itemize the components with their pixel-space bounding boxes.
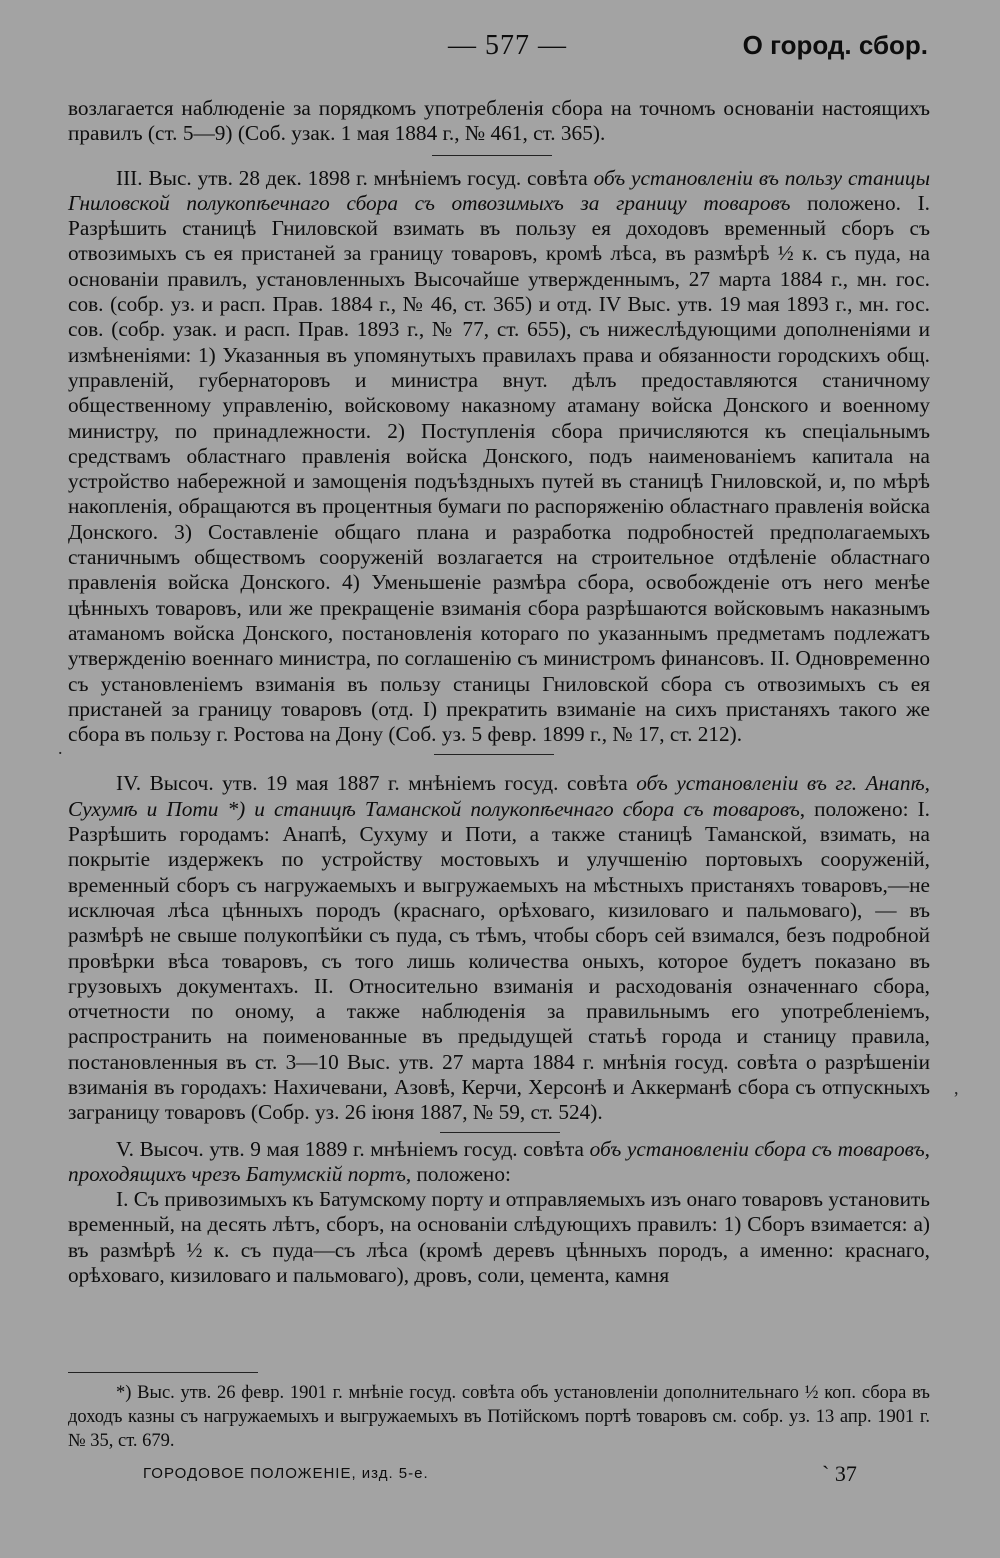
scan-speck: , — [954, 1078, 959, 1098]
section-v-paragraph: I. Съ привозимыхъ къ Батумскому порту и отправляемыхъ изъ онаго товаровъ установить временный, на десять лѣтъ, сборъ, на основаніи слѣдующихъ правилъ: 1) Сборъ взимается: а) въ размѣрѣ ½ к. съ пуда—съ лѣса (кромѣ деревъ цѣнныхъ породъ, а именно: краснаго, орѣховаго, кизиловаго и пальмоваго), дровъ, соли, цемента, камня — [68, 1187, 930, 1288]
section-iii-title: объ установленіи въ пользу станицы Гниловской полукопѣечнаго сбора съ отвозимыхъ за границу товаровъ — [68, 165, 930, 215]
section-iv-title: объ установленіи въ гг. Анапѣ, Сухумѣ и Поти *) и станицѣ Таманской полукопѣечнаго сбора съ товаровъ — [68, 771, 931, 821]
page-footer — [0, 1461, 1000, 1495]
section-iii-body: положено. I. Разрѣшить станицѣ Гниловской взимать въ пользу ея доходовъ временный сборъ съ отвозимыхъ съ ея пристаней за границу товаровъ, кромѣ лѣса, въ размѣрѣ ½ к. съ пуда, на основаніи правилъ, установленныхъ Высочайше утвержденнымъ, 27 марта 1884 г., мн. гос. сов. (собр. уз. и расп. Прав. 1884 г., № 46, ст. 365) и отд. IV Выс. утв. 19 мая 1893 г., мн. гос. сов. (собр. узак. и расп. Прав. 1893 г., № 77, ст. 655), съ нижеслѣдующими дополненіями и измѣненіями: 1) Указанныя въ упомянутыхъ правилахъ права и обязанности городскихъ общ. управленій, губернаторовъ и министра внут. дѣлъ предоставляются станичному общественному управленію, войсковому наказному атаману войска Донского и военному министру, по принадлежности. 2) Поступленія сбора причисляются къ спеціальнымъ средствамъ областнаго правленія войска Донского, подъ наименованіемъ капитала на устройство набережной и замощенія подъѣздныхъ путей въ станицѣ Гниловской, и, по мѣрѣ накопленія, обращаются въ процентныя бумаги по распоряженію областнаго правленія войска Донского. 3) Составленіе общаго плана и разработка подробностей предполагаемыхъ станичнымъ обществомъ сооруженій возлагается на строительное отдѣленіе областнаго правленія войска Донского. 4) Уменьшеніе размѣра сбора, освобожденіе отъ него менѣе цѣнныхъ товаровъ, или же прекращеніе взиманія сбора разрѣшаются войсковымъ наказнымъ атаманомъ войска Донского, постановленія котораго по указаннымъ предметамъ подлежатъ утвержденію военнаго министра, по соглашенію съ министромъ финансовъ. II. Одновременно съ установленіемъ взиманія въ пользу станицы Гниловской сбора съ отвозимыхъ съ ея пристаней за границу товаровъ (отд. I) прекратить взиманіе на сихъ пристаняхъ такого же сбора въ пользу г. Ростова на Дону (Соб. уз. 5 февр. 1899 г., № 17, ст. 212). — [68, 190, 930, 747]
footnote-text: *) Выс. утв. 26 февр. 1901 г. мнѣніе госуд. совѣта объ установленіи дополнительнаго ½ коп. сбора въ доходъ казны съ нагружаемыхъ и выгружаемыхъ въ Потійскомъ портѣ товаровъ см. собр. уз. 13 апр. 1901 г. № 35, ст. 679. — [68, 1383, 930, 1451]
page-header — [0, 30, 1000, 70]
printer-signature: ГОРОДОВОЕ ПОЛОЖЕНІЕ, изд. 5-е. — [143, 1465, 429, 1482]
sheet-number: ` 37 — [822, 1461, 857, 1486]
section-iii — [68, 166, 930, 748]
section-iii-lead: III. Выс. утв. 28 дек. 1898 г. мнѣніемъ госуд. совѣта — [116, 165, 594, 190]
section-iv-body: , положено: I. Разрѣшить городамъ: Анапѣ, Сухуму и Поти, а также станицѣ Таманской, взимать, на покрытіе издержекъ по устройству мостовыхъ и улучшенію портовыхъ сооруженій, временный сборъ съ нагружаемыхъ и выгружаемыхъ на мѣстныхъ пристаняхъ товаровъ,—не исключая лѣса цѣнныхъ породъ (краснаго, орѣховаго, кизиловаго и пальмоваго), — въ размѣрѣ не свыше полукопѣйки съ пуда, съ тѣмъ, чтобы сборъ сей взимался, безъ подробной провѣрки вѣса товаровъ, съ того лишь количества оныхъ, которое будетъ показано въ грузовыхъ документахъ. II. Относительно взиманія и расходованія означеннаго сбора, отчетности по оному, а также наблюденія за правильнымъ его употребленіемъ, распространить на поименованные въ предыдущей статьѣ города и станицу правила, постановленныя въ ст. 3—10 Выс. утв. 27 марта 1884 г. мнѣнія госуд. совѣта о разрѣшеніи взиманія въ городахъ: Нахичевани, Азовѣ, Керчи, Херсонѣ и Аккерманѣ сбора съ отпускныхъ заграницу товаровъ (Собр. уз. 26 іюня 1887, № 59, ст. 524). — [68, 796, 930, 1125]
section-separator — [432, 155, 552, 156]
section-v-body: , положено: — [405, 1161, 511, 1186]
sheet-number-value: 37 — [834, 1461, 857, 1486]
footnote-rule — [68, 1372, 258, 1373]
page-number: — 577 — — [448, 30, 567, 61]
section-iv-lead: IV. Высоч. утв. 19 мая 1887 г. мнѣніемъ госуд. совѣта — [116, 771, 637, 796]
section-separator — [434, 754, 554, 755]
main-text — [68, 96, 930, 1288]
section-v-lead: V. Высоч. утв. 9 мая 1889 г. мнѣніемъ госуд. совѣта — [116, 1136, 590, 1161]
footnote — [68, 1381, 930, 1453]
section-separator — [440, 1132, 560, 1133]
section-iv — [68, 771, 930, 1125]
section-v — [68, 1137, 930, 1188]
intro-paragraph: возлагается наблюденіе за порядкомъ употребленія сбора на точномъ основаніи настоящихъ правилъ (ст. 5—9) (Соб. узак. 1 мая 1884 г., № 461, ст. 365). — [68, 96, 930, 146]
section-v-title: объ установленіи сбора съ товаровъ, проходящихъ чрезъ Батумскій портъ — [68, 1136, 931, 1186]
running-title: О город. сбор. — [742, 30, 928, 60]
scan-speck: . — [58, 738, 63, 758]
